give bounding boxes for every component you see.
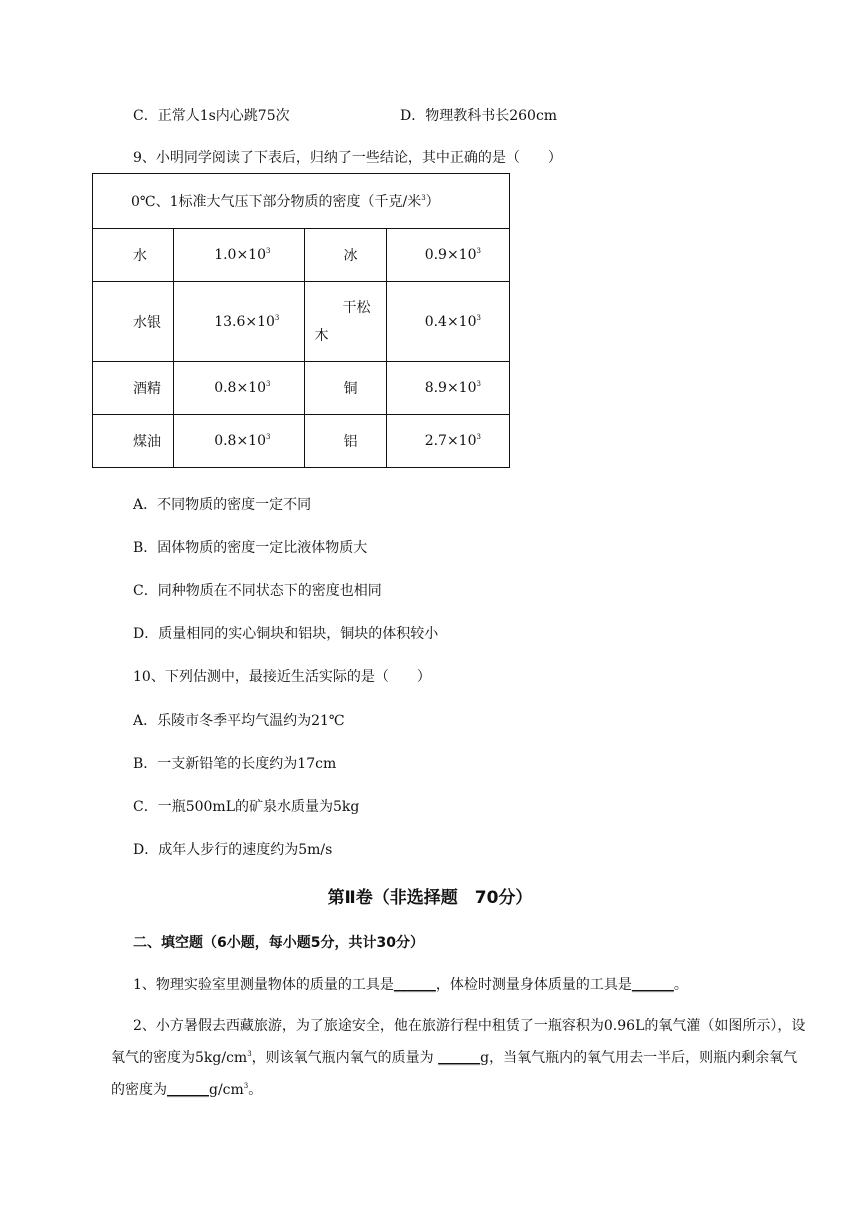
q9-option-d: D．质量相同的实心铜块和铝块，铜块的体积较小	[133, 626, 439, 642]
fill-blank-header: 二、填空题（6小题，每小题5分，共计30分）	[133, 935, 424, 951]
substance-name: 干松 木	[304, 282, 386, 362]
q10-option-d: D．成年人步行的速度约为5m/s	[133, 842, 333, 858]
substance-name: 铝	[304, 415, 386, 468]
option-c-prev: C．正常人1s内心跳75次	[133, 108, 290, 124]
substance-name: 铜	[304, 362, 386, 415]
density-value: $8.9\times 10^3$	[386, 362, 509, 415]
substance-name: 酒精	[93, 362, 174, 415]
answer-blank: ______	[438, 1050, 481, 1066]
density-value: $2.7\times 10^3$	[386, 415, 509, 468]
answer-blank: ______	[631, 977, 674, 993]
question-9-stem: 9、小明同学阅读了下表后，归纳了一些结论，其中正确的是（ ）	[133, 150, 562, 166]
answer-blank: ______	[393, 977, 436, 993]
q10-option-b: B．一支新铅笔的长度约为17cm	[133, 756, 337, 772]
density-value: $13.6\times 10^3$	[174, 282, 304, 362]
density-value: $1.0\times 10^3$	[174, 229, 304, 282]
density-table	[92, 173, 510, 468]
q9-option-b: B．固体物质的密度一定比液体物质大	[133, 540, 368, 556]
section-title: 第Ⅱ卷（非选择题 70分）	[327, 888, 533, 908]
q10-option-a: A．乐陵市冬季平均气温约为21℃	[133, 713, 345, 729]
option-d-prev: D．物理教科书长260cm	[400, 108, 558, 124]
density-value: $0.4\times 10^3$	[386, 282, 509, 362]
q9-option-c: C．同种物质在不同状态下的密度也相同	[133, 583, 382, 599]
table-row	[93, 415, 510, 468]
question-10-stem: 10、下列估测中，最接近生活实际的是（ ）	[133, 669, 431, 685]
fill-question-2: 2、小方暑假去西藏旅游，为了旅途安全，他在旅游行程中租赁了一瓶容积为0.96L的氧气灌（如图所示），设氧气的密度为$5kg/cm^3$，则该氧气瓶内氧气的质量为 ______g，当氧气瓶内的氧气用去一半后，则瓶内剩余氧气的密度为$\_\_\_\_\_\_g/cm^3$。	[111, 1018, 806, 1098]
q10-option-c: C．一瓶500mL的矿泉水质量为5kg	[133, 799, 360, 815]
substance-name: 冰	[304, 229, 386, 282]
table-row	[93, 229, 510, 282]
fill-question-1: 1、物理实验室里测量物体的质量的工具是______，体检时测量身体质量的工具是______。	[133, 977, 688, 993]
table-row	[93, 362, 510, 415]
density-value: $0.9\times 10^3$	[386, 229, 509, 282]
substance-name: 煤油	[93, 415, 174, 468]
q9-option-a: A．不同物质的密度一定不同	[133, 497, 312, 513]
table-row	[93, 282, 510, 362]
substance-name: 水银	[93, 282, 174, 362]
density-value: $0.8\times 10^3$	[174, 362, 304, 415]
density-value: $0.8\times 10^3$	[174, 415, 304, 468]
substance-name: 水	[93, 229, 174, 282]
table-caption: 0℃、1标准大气压下部分物质的密度（千克/米$^3$）	[93, 174, 510, 229]
answer-blank: ______	[167, 1082, 209, 1098]
